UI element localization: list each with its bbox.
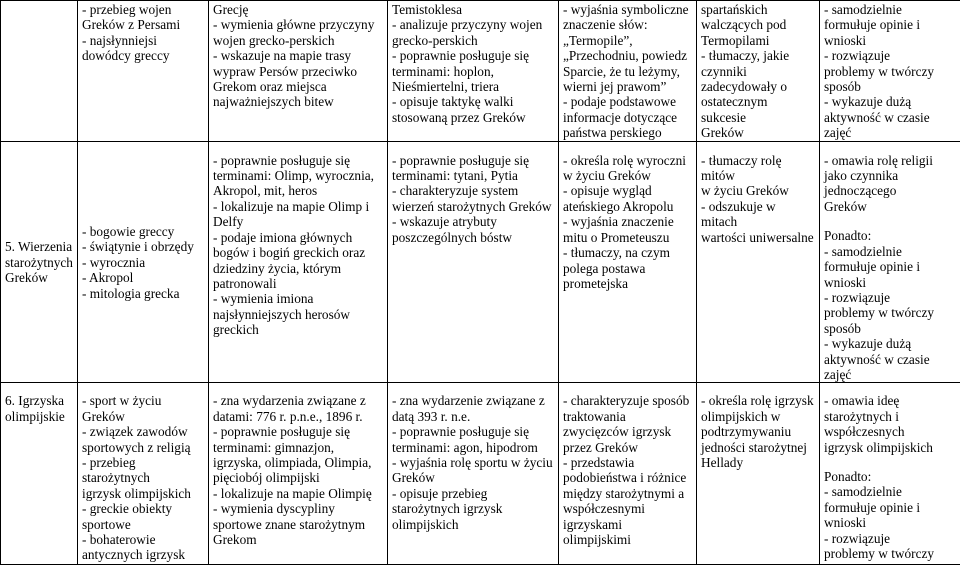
text-line: aktywność w czasie: [824, 110, 956, 125]
text-line: - związek zawodów: [82, 424, 204, 439]
text-line: datami: 776 r. p.n.e., 1896 r.: [213, 409, 383, 424]
text-line: dziedziny życia, którym: [213, 261, 383, 276]
text-line: - wskazuje na mapie trasy: [213, 48, 383, 63]
text-line: terminami: hoplon,: [392, 64, 554, 79]
text-line: Greków: [701, 125, 815, 140]
text-line: ostatecznym sukcesie: [701, 94, 815, 125]
text-line: stosowaną przez Greków: [392, 110, 554, 125]
text-line: - charakteryzuje system: [392, 183, 554, 198]
text-line: - wykazuje dużą: [824, 336, 956, 351]
text-line: terminami: agon, hipodrom: [392, 440, 554, 455]
requirements-cell-3: [559, 1, 697, 142]
text-line: państwa perskiego: [563, 125, 692, 140]
text-line: - podaje podstawowe: [563, 94, 692, 109]
text-line: - wyjaśnia znaczenie: [563, 214, 692, 229]
text-line: formułuje opinie i: [824, 259, 956, 274]
content-cell: [78, 141, 209, 383]
text-line: greckich: [213, 322, 383, 337]
text-line: Delfy: [213, 214, 383, 229]
spacer: [824, 455, 956, 469]
text-line: - wskazuje atrybuty: [392, 214, 554, 229]
text-line: - wymienia główne przyczyny: [213, 17, 383, 32]
text-line: problemy w twórczy: [824, 64, 956, 79]
text-line: współczesnymi: [563, 501, 692, 516]
text-line: Greków: [392, 470, 554, 485]
text-line: - wymienia imiona: [213, 291, 383, 306]
text-line: - wyjaśnia rolę sportu w życiu: [392, 455, 554, 470]
text-line: - odszukuje w mitach: [701, 199, 815, 230]
text-line: dowódcy greccy: [82, 48, 204, 63]
text-line: jednoczącego: [824, 183, 956, 198]
text-line: prometejska: [563, 276, 692, 291]
text-line: - Akropol: [82, 270, 204, 285]
text-line: współczesnych: [824, 424, 956, 439]
text-line: podtrzymywaniu: [701, 424, 815, 439]
text-line: Temistoklesa: [392, 2, 554, 17]
text-line: Sparcie, że tu leżymy,: [563, 64, 692, 79]
table-row: [1, 141, 960, 383]
requirements-cell-3: [559, 383, 697, 565]
text-line: - samodzielnie: [824, 244, 956, 259]
text-line: pięciobój olimpijski: [213, 470, 383, 485]
text-line: olimpijskich: [392, 517, 554, 532]
text-line: najważniejszych bitew: [213, 94, 383, 109]
content-cell: [78, 1, 209, 142]
text-line: Hellady: [701, 455, 815, 470]
text-line: datą 393 r. n.e.: [392, 409, 554, 424]
text-line: - greckie obiekty: [82, 501, 204, 516]
text-line: „Przechodniu, powiedz: [563, 48, 692, 63]
requirements-cell-5: [820, 141, 960, 383]
text-line: zwycięzców igrzysk: [563, 424, 692, 439]
text-line: - poprawnie posługuje się: [213, 153, 383, 168]
text-line: spartańskich: [701, 2, 815, 17]
text-line: wierzeń starożytnych Greków: [392, 199, 554, 214]
text-line: Grekom oraz miejsca: [213, 79, 383, 94]
text-line: Greków z Persami: [82, 17, 204, 32]
text-line: - rozwiązuje: [824, 290, 956, 305]
text-line: olimpijskich w: [701, 409, 815, 424]
text-line: zadecydowały o: [701, 79, 815, 94]
text-line: - bohaterowie: [82, 532, 204, 547]
text-line: - określa rolę wyroczni: [563, 153, 692, 168]
text-line: jako czynnika: [824, 168, 956, 183]
table-row: [1, 1, 960, 142]
text-line: formułuje opinie i: [824, 500, 956, 515]
text-line: - poprawnie posługuje się: [392, 48, 554, 63]
text-line: zajęć: [824, 367, 956, 382]
text-line: - przebieg starożytnych: [82, 455, 204, 486]
text-line: problemy w twórczy: [824, 546, 956, 561]
requirements-cell-4: [697, 141, 820, 383]
text-line: Akropol, mit, heros: [213, 183, 383, 198]
text-line: antycznych igrzysk: [82, 547, 204, 562]
requirements-cell-2: [388, 383, 559, 565]
text-line: 6. Igrzyska: [5, 393, 73, 408]
text-line: wierni jej prawom”: [563, 79, 692, 94]
text-line: - charakteryzuje sposób: [563, 393, 692, 408]
requirements-cell-3: [559, 141, 697, 383]
text-line: traktowania: [563, 409, 692, 424]
text-line: walczących pod: [701, 17, 815, 32]
text-line: między starożytnymi a: [563, 486, 692, 501]
text-line: sportowych z religią: [82, 440, 204, 455]
text-line: - opisuje taktykę walki: [392, 94, 554, 109]
requirements-cell-1: [209, 383, 388, 565]
text-line: informacje dotyczące: [563, 110, 692, 125]
text-line: - zna wydarzenie związane z: [392, 393, 554, 408]
text-line: - wykazuje dużą: [824, 94, 956, 109]
text-line: - tłumaczy, na czym: [563, 245, 692, 260]
text-line: - poprawnie posługuje się: [392, 424, 554, 439]
text-line: - tłumaczy, jakie: [701, 48, 815, 63]
text-line: Ponadto:: [824, 469, 956, 484]
text-line: podobieństwa i różnice: [563, 470, 692, 485]
text-line: igrzyska, olimpiada, Olimpia,: [213, 455, 383, 470]
text-line: igrzysk olimpijskich: [82, 486, 204, 501]
text-line: - poprawnie posługuje się: [392, 153, 554, 168]
requirements-cell-5: [820, 1, 960, 142]
text-line: - omawia ideę: [824, 393, 956, 408]
text-line: w życiu Greków: [701, 183, 815, 198]
text-line: - opisuje wygląd: [563, 183, 692, 198]
text-line: starożytnych i: [824, 409, 956, 424]
requirements-cell-4: [697, 1, 820, 142]
text-line: - samodzielnie: [824, 484, 956, 499]
text-line: Grecję: [213, 2, 383, 17]
text-line: - tłumaczy rolę mitów: [701, 153, 815, 184]
text-line: sportowe: [82, 517, 204, 532]
text-line: - określa rolę igrzysk: [701, 393, 815, 408]
text-line: - rozwiązuje: [824, 531, 956, 546]
text-line: 5. Wierzenia: [5, 239, 73, 254]
text-line: poszczególnych bóstw: [392, 230, 554, 245]
requirements-cell-2: [388, 141, 559, 383]
text-line: - mitologia grecka: [82, 286, 204, 301]
text-line: - zna wydarzenia związane z: [213, 393, 383, 408]
text-line: wypraw Persów przeciwko: [213, 64, 383, 79]
text-line: bogów i bogiń greckich oraz: [213, 245, 383, 260]
text-line: najsłynniejszych herosów: [213, 307, 383, 322]
text-line: znaczenie słów:: [563, 17, 692, 32]
text-line: - najsłynniejsi: [82, 33, 204, 48]
topic-cell: [1, 141, 78, 383]
text-line: Grekom: [213, 532, 383, 547]
topic-cell: [1, 1, 78, 142]
content-cell: [78, 383, 209, 565]
text-line: starożytnych igrzysk: [392, 501, 554, 516]
text-line: terminami: Olimp, wyrocznia,: [213, 168, 383, 183]
text-line: - przedstawia: [563, 455, 692, 470]
spacer: [824, 214, 956, 228]
text-line: czynniki: [701, 64, 815, 79]
text-line: - lokalizuje na mapie Olimpię: [213, 486, 383, 501]
text-line: - analizuje przyczyny wojen: [392, 17, 554, 32]
text-line: starożytnych: [5, 255, 73, 270]
requirements-cell-2: [388, 1, 559, 142]
text-line: - podaje imiona głównych: [213, 230, 383, 245]
text-line: wojen grecko-perskich: [213, 33, 383, 48]
text-line: olimpijskie: [5, 409, 73, 424]
text-line: - opisuje przebieg: [392, 486, 554, 501]
text-line: wnioski: [824, 275, 956, 290]
text-line: „Termopile”,: [563, 33, 692, 48]
requirements-cell-4: [697, 383, 820, 565]
text-line: grecko-perskich: [392, 33, 554, 48]
text-line: przez Greków: [563, 440, 692, 455]
requirements-cell-1: [209, 141, 388, 383]
text-line: wnioski: [824, 515, 956, 530]
text-line: wnioski: [824, 33, 956, 48]
text-line: patronowali: [213, 276, 383, 291]
text-line: Ponadto:: [824, 228, 956, 243]
text-line: - omawia rolę religii: [824, 153, 956, 168]
text-line: igrzysk olimpijskich: [824, 440, 956, 455]
text-line: igrzyskami: [563, 517, 692, 532]
text-line: - poprawnie posługuje się: [213, 424, 383, 439]
text-line: - bogowie greccy: [82, 224, 204, 239]
text-line: - sport w życiu Greków: [82, 393, 204, 424]
text-line: - świątynie i obrzędy: [82, 239, 204, 254]
text-line: - wyjaśnia symboliczne: [563, 2, 692, 17]
topic-cell: [1, 383, 78, 565]
text-line: sportowe znane starożytnym: [213, 517, 383, 532]
text-line: - rozwiązuje: [824, 48, 956, 63]
text-line: - samodzielnie: [824, 2, 956, 17]
requirements-cell-5: [820, 383, 960, 565]
text-line: polega postawa: [563, 261, 692, 276]
text-line: - wyrocznia: [82, 255, 204, 270]
text-line: zajęć: [824, 125, 956, 140]
text-line: terminami: gimnazjon,: [213, 440, 383, 455]
table-row: [1, 383, 960, 565]
text-line: Nieśmiertelni, triera: [392, 79, 554, 94]
text-line: aktywność w czasie: [824, 352, 956, 367]
text-line: - przebieg wojen: [82, 2, 204, 17]
text-line: sposób: [824, 321, 956, 336]
text-line: problemy w twórczy: [824, 305, 956, 320]
text-line: ateńskiego Akropolu: [563, 199, 692, 214]
text-line: - wymienia dyscypliny: [213, 501, 383, 516]
text-line: sposób: [824, 79, 956, 94]
text-line: formułuje opinie i: [824, 17, 956, 32]
text-line: olimpijskimi: [563, 532, 692, 547]
text-line: terminami: tytani, Pytia: [392, 168, 554, 183]
text-line: Greków: [824, 199, 956, 214]
text-line: jedności starożytnej: [701, 440, 815, 455]
text-line: w życiu Greków: [563, 168, 692, 183]
text-line: Greków: [5, 270, 73, 285]
text-line: Termopilami: [701, 33, 815, 48]
text-line: wartości uniwersalne: [701, 230, 815, 245]
text-line: mitu o Prometeuszu: [563, 230, 692, 245]
text-line: - lokalizuje na mapie Olimp i: [213, 199, 383, 214]
requirements-cell-1: [209, 1, 388, 142]
